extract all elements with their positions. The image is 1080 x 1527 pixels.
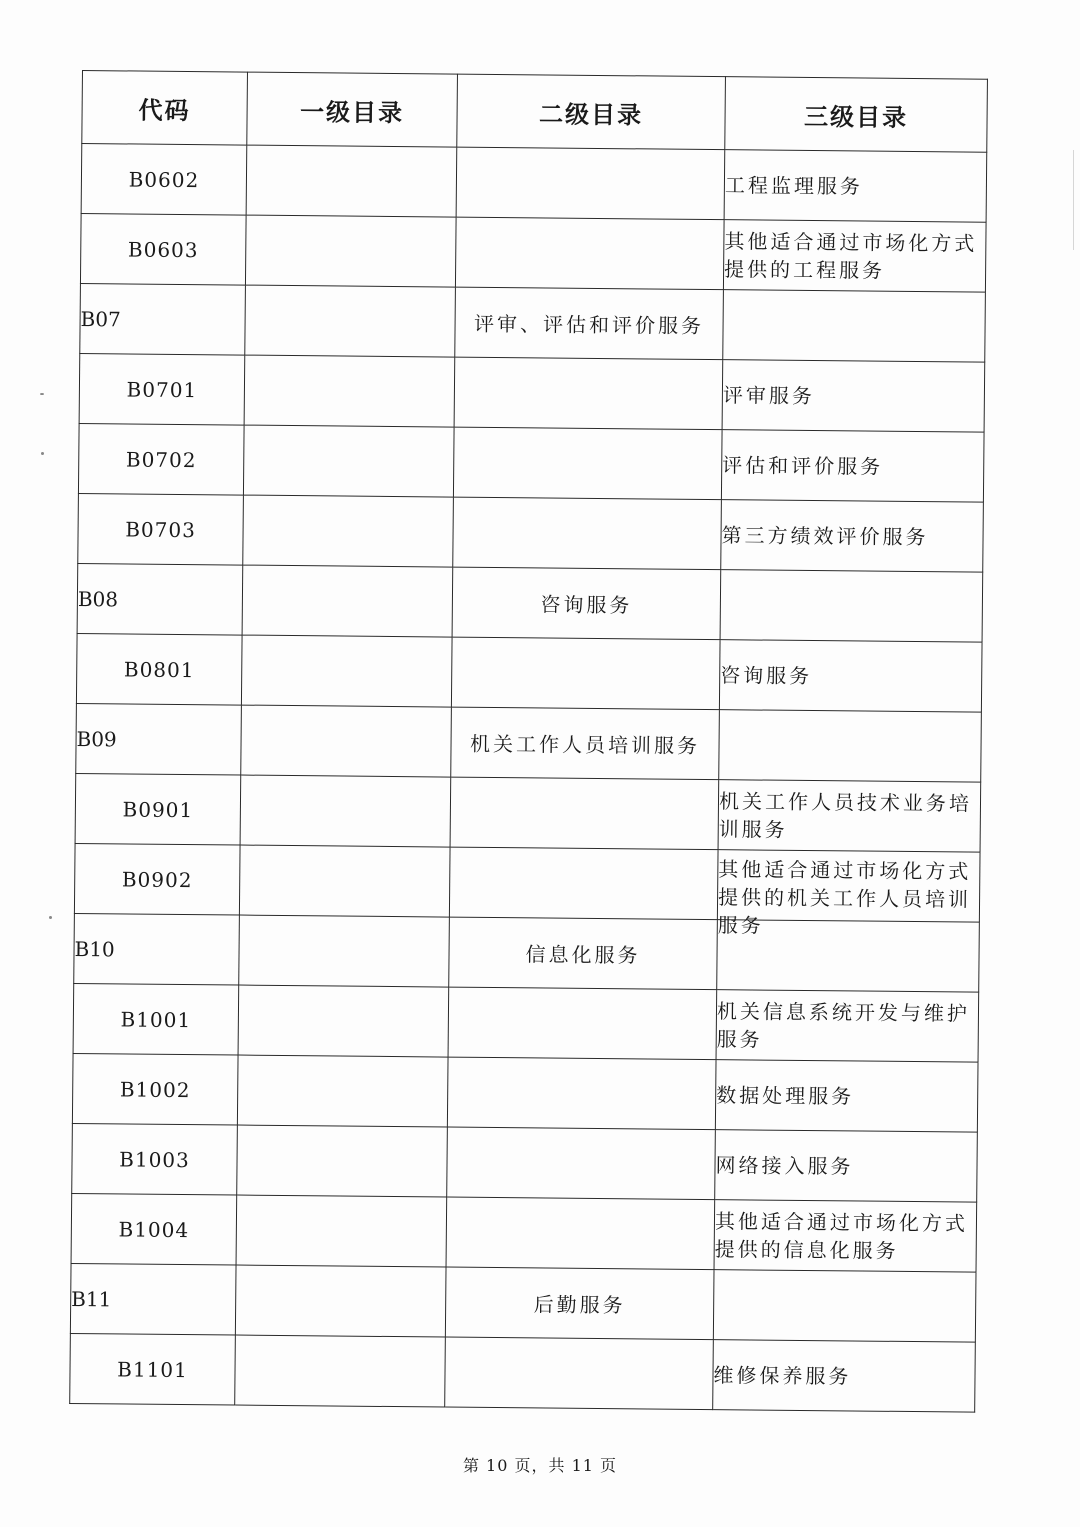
scan-speck xyxy=(49,916,52,919)
cell-level3-text xyxy=(724,325,985,328)
cell-level2 xyxy=(445,1337,714,1410)
cell-level1 xyxy=(244,355,455,427)
table-row xyxy=(72,1053,978,1132)
table-row xyxy=(77,563,983,642)
table-row xyxy=(76,633,982,712)
cell-level2 xyxy=(456,147,725,220)
header-level2: 二级目录 xyxy=(457,74,726,150)
cell-code: B0602 xyxy=(81,144,247,216)
table-row xyxy=(70,1333,976,1412)
cell-code: B1003 xyxy=(72,1123,238,1195)
cell-level2 xyxy=(451,637,720,710)
cell-level3-text: 网络接入服务 xyxy=(715,1152,854,1178)
table-row xyxy=(72,1123,978,1202)
cell-level3 xyxy=(714,1200,977,1273)
table-row xyxy=(81,144,987,223)
page-number: 第 10 页，共 11 页 xyxy=(462,1456,618,1475)
cell-level3-text: 其他适合通过市场化方式提供的机关工作人员培训服务 xyxy=(717,856,972,938)
table-body xyxy=(70,144,987,1413)
cell-level2 xyxy=(449,847,718,920)
cell-level3-text: 其他适合通过市场化方式提供的信息化服务 xyxy=(714,1208,969,1263)
table-row xyxy=(80,213,986,292)
cell-code: B0703 xyxy=(78,493,244,565)
cell-level3-text: 第三方绩效评价服务 xyxy=(721,522,929,549)
cell-level1 xyxy=(239,915,450,987)
cell-level3 xyxy=(720,570,983,643)
cell-code: B0901 xyxy=(75,773,241,845)
header-code: 代码 xyxy=(82,71,248,146)
cell-level1 xyxy=(243,495,454,567)
cell-level1 xyxy=(241,635,452,707)
header-row xyxy=(82,71,988,153)
cell-level1 xyxy=(245,215,456,287)
cell-level1 xyxy=(240,775,451,847)
scan-speck xyxy=(40,393,44,395)
cell-level1 xyxy=(246,145,457,217)
cell-level3 xyxy=(719,640,982,713)
cell-level3-text: 机关工作人员技术业务培训服务 xyxy=(718,788,973,842)
cell-level3 xyxy=(718,780,981,853)
cell-level2 xyxy=(454,357,723,430)
cell-level3 xyxy=(716,990,979,1063)
cell-level3 xyxy=(715,1130,978,1203)
table-row xyxy=(70,1263,976,1342)
cell-level3-text xyxy=(714,1305,975,1308)
cell-level1 xyxy=(235,1335,446,1407)
cell-code: B1002 xyxy=(72,1053,238,1125)
scan-edge-line xyxy=(1073,150,1074,250)
cell-level3 xyxy=(721,430,984,503)
cell-level2 xyxy=(455,217,724,290)
cell-level3-text xyxy=(718,955,979,958)
cell-level3 xyxy=(721,500,984,573)
cell-level2 xyxy=(447,1057,716,1130)
cell-level3-text: 评审服务 xyxy=(722,382,816,408)
cell-level1 xyxy=(237,1125,448,1197)
table-row xyxy=(73,983,979,1062)
cell-level2: 评审、评估和评价服务 xyxy=(455,287,724,360)
cell-code: B0603 xyxy=(80,213,246,285)
table-row xyxy=(78,423,984,502)
cell-level3 xyxy=(717,850,980,938)
cell-level1 xyxy=(239,845,450,917)
table-row xyxy=(74,843,980,922)
cell-code: B1001 xyxy=(73,983,239,1055)
cell-level3-text: 机关信息系统开发与维护服务 xyxy=(716,998,971,1052)
cell-code: B0701 xyxy=(79,353,245,425)
cell-level3 xyxy=(723,220,986,293)
cell-level3-text: 工程监理服务 xyxy=(724,172,864,199)
cell-level2 xyxy=(450,777,719,850)
cell-level1 xyxy=(242,565,453,637)
table-row xyxy=(78,493,984,572)
table-row xyxy=(74,913,980,992)
cell-level2 xyxy=(448,987,717,1060)
table-row xyxy=(79,353,985,432)
cell-code: B0702 xyxy=(78,423,244,495)
cell-code: B0801 xyxy=(76,633,242,705)
cell-level2: 后勤服务 xyxy=(445,1267,714,1340)
cell-code: B1004 xyxy=(71,1193,237,1265)
cell-code: B11 xyxy=(70,1263,236,1335)
header-level3: 三级目录 xyxy=(725,77,988,153)
cell-level3-text: 咨询服务 xyxy=(720,662,813,688)
cell-level2: 咨询服务 xyxy=(452,567,721,640)
cell-level3 xyxy=(713,1340,976,1413)
cell-level3 xyxy=(722,360,985,433)
cell-level1 xyxy=(235,1265,446,1337)
cell-level3 xyxy=(723,290,986,363)
cell-level3-text: 评估和评价服务 xyxy=(722,452,884,479)
scan-speck xyxy=(41,452,44,455)
cell-level1 xyxy=(238,985,449,1057)
cell-level1 xyxy=(245,285,456,357)
table-row xyxy=(71,1193,977,1272)
cell-code: B10 xyxy=(74,913,240,985)
table-row xyxy=(80,283,986,362)
header-level1: 一级目录 xyxy=(247,72,458,147)
cell-level3 xyxy=(719,710,982,783)
cell-level3-text xyxy=(721,605,982,608)
cell-level2 xyxy=(447,1127,716,1200)
cell-level1 xyxy=(236,1195,447,1267)
cell-level3-text xyxy=(720,745,981,748)
cell-code: B09 xyxy=(76,703,242,775)
cell-level2 xyxy=(453,497,722,570)
cell-code: B07 xyxy=(80,283,246,355)
cell-level2 xyxy=(453,427,722,500)
cell-level3-text: 数据处理服务 xyxy=(716,1082,855,1108)
cell-level3 xyxy=(724,150,987,223)
cell-code: B08 xyxy=(77,563,243,635)
service-catalog-table xyxy=(69,70,988,1413)
cell-level2 xyxy=(446,1197,715,1270)
cell-level1 xyxy=(243,425,454,497)
table-row xyxy=(75,773,981,852)
cell-level3 xyxy=(713,1270,976,1343)
cell-level1 xyxy=(237,1055,448,1127)
cell-code: B0902 xyxy=(74,843,240,915)
cell-level2: 信息化服务 xyxy=(449,917,718,990)
cell-level1 xyxy=(241,705,452,777)
cell-code: B1101 xyxy=(70,1333,236,1405)
cell-level3 xyxy=(715,1060,978,1133)
cell-level3-text: 其他适合通过市场化方式提供的工程服务 xyxy=(724,228,978,283)
cell-level2: 机关工作人员培训服务 xyxy=(451,707,720,780)
table-row xyxy=(76,703,982,782)
cell-level3-text: 维修保养服务 xyxy=(713,1362,852,1388)
